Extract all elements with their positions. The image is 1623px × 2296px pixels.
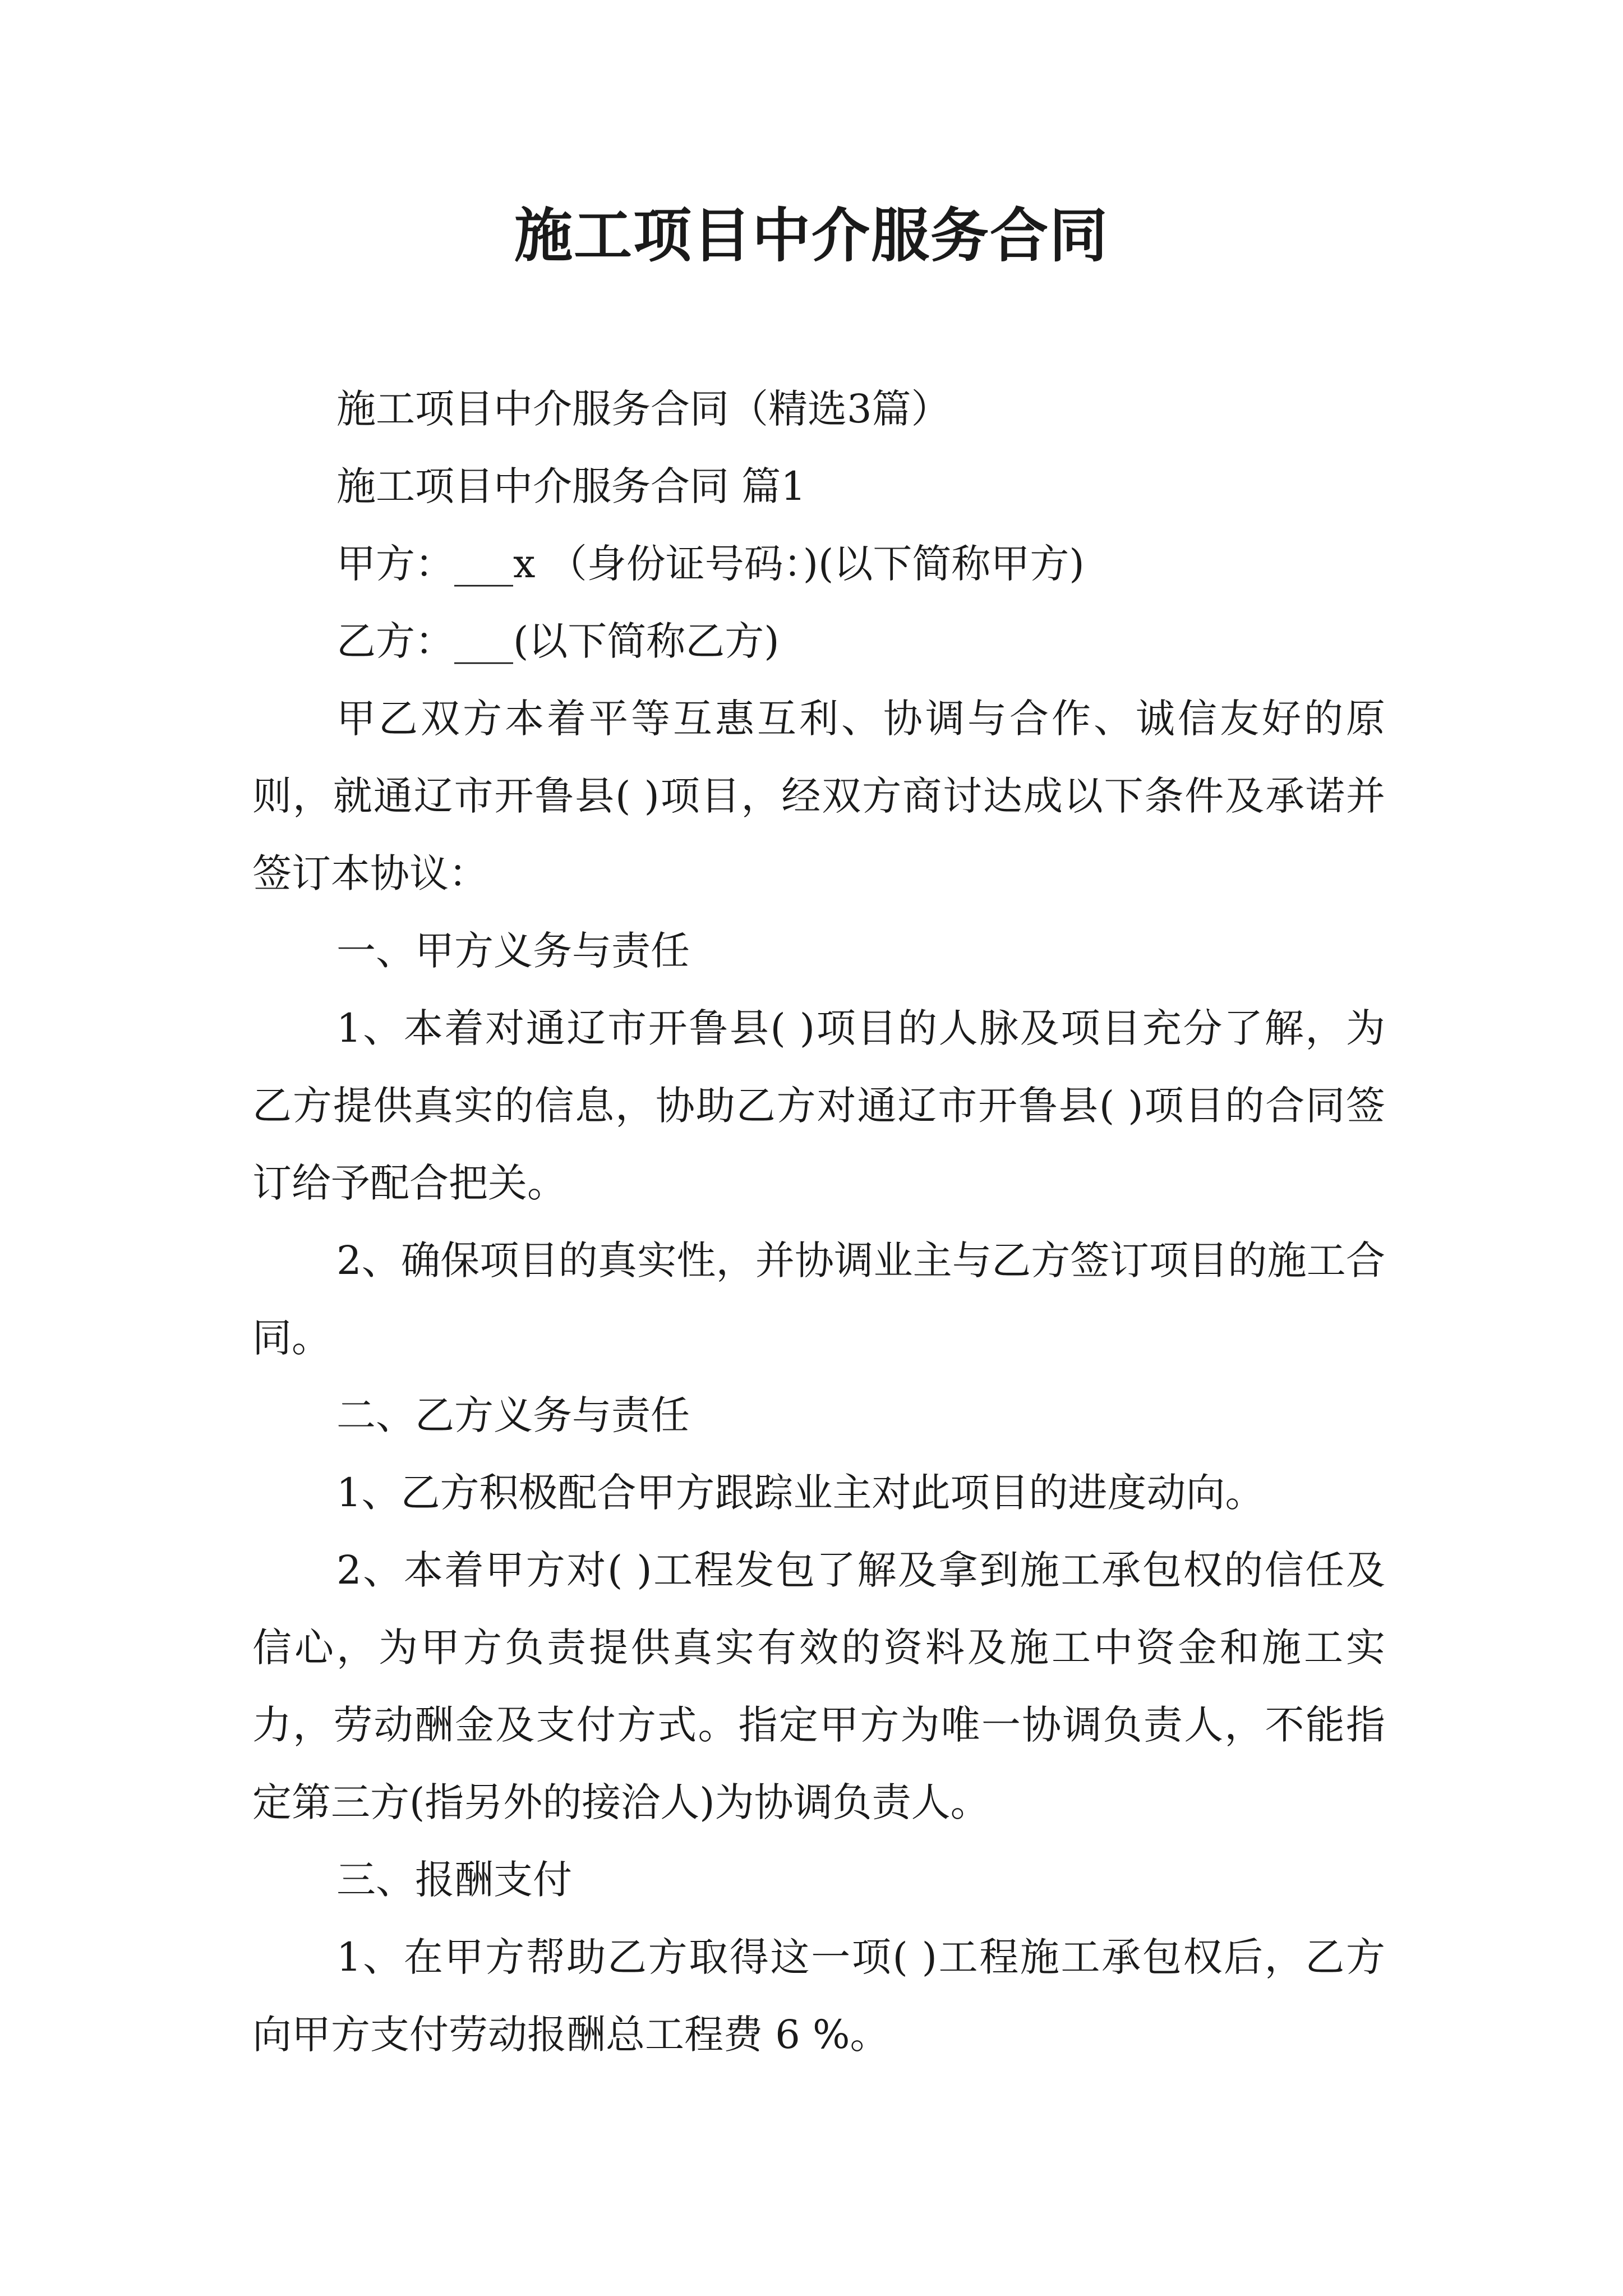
paragraph: 甲方：___x （身份证号码：)(以下简称甲方) xyxy=(336,541,1085,587)
section-heading: 三、报酬支付 xyxy=(336,1857,572,1903)
paragraph: 1、本着对通辽市开鲁县( )项目的人脉及项目充分了解，为乙方提供真实的信息，协助乙方对通辽市开鲁县( )项目的合同签订给予配合把关。 xyxy=(252,1005,1385,1206)
section-heading: 一、甲方义务与责任 xyxy=(336,928,690,974)
document-body xyxy=(252,370,1385,2073)
paragraph: 乙方：___(以下简称乙方) xyxy=(336,618,780,664)
paragraph: 施工项目中介服务合同 篇1 xyxy=(336,463,806,509)
paragraph: 2、确保项目的真实性，并协调业主与乙方签订项目的施工合同。 xyxy=(252,1237,1385,1361)
document-title: 施工项目中介服务合同 xyxy=(514,201,1109,270)
paragraph: 甲乙双方本着平等互惠互利、协调与合作、诚信友好的原则，就通辽市开鲁县( )项目，经双方商讨达成以下条件及承诺并签订本协议： xyxy=(252,696,1385,896)
section-heading: 二、乙方义务与责任 xyxy=(336,1392,690,1438)
paragraph: 2、本着甲方对( )工程发包了解及拿到施工承包权的信任及信心，为甲方负责提供真实有效的资料及施工中资金和施工实力，劳动酬金及支付方式。指定甲方为唯一协调负责人，不能指定第三方(指另外的接洽人)为协调负责人。 xyxy=(252,1547,1385,1825)
paragraph: 施工项目中介服务合同（精选3篇） xyxy=(336,386,951,432)
paragraph: 1、乙方积极配合甲方跟踪业主对此项目的进度动向。 xyxy=(336,1470,1265,1516)
paragraph: 1、在甲方帮助乙方取得这一项( )工程施工承包权后，乙方向甲方支付劳动报酬总工程费 6 %。 xyxy=(252,1934,1385,2058)
